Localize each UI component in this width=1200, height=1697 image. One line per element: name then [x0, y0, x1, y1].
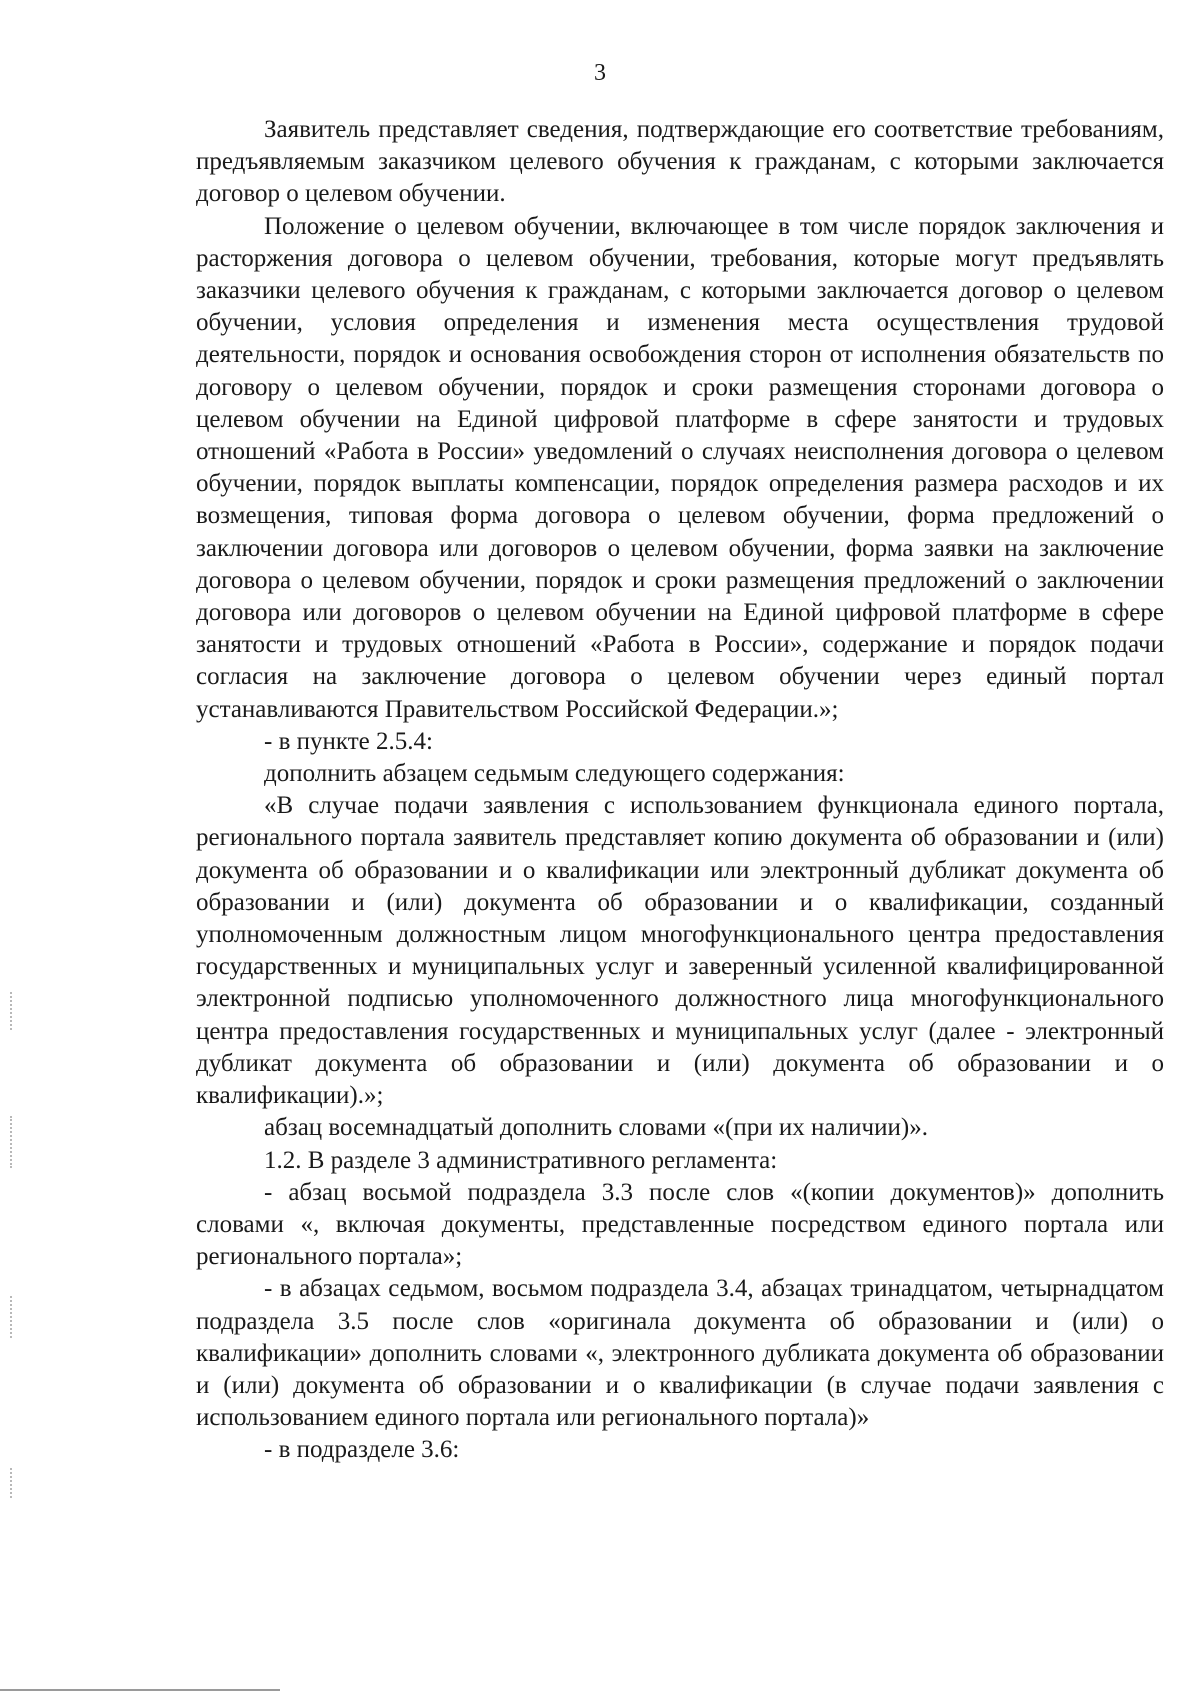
paragraph-subsection-3-3: - абзац восьмой подраздела 3.3 после слов «(копии документов)» дополнить словами «, включая документы, представленные посредством единого портала или регионального портала»; — [196, 1178, 1164, 1271]
page-number: 3 — [594, 60, 606, 86]
scan-margin-artifact — [10, 1296, 16, 1338]
scan-margin-artifact — [10, 1468, 16, 1498]
document-body — [196, 114, 1164, 1467]
paragraph-add-seventh: дополнить абзацем седьмым следующего содержания: — [264, 760, 845, 788]
paragraph-subsection-3-6: - в подразделе 3.6: — [264, 1436, 460, 1464]
paragraph-section-1-2: 1.2. В разделе 3 административного регламента: — [264, 1146, 778, 1174]
scan-bottom-edge — [0, 1689, 280, 1691]
scan-margin-artifact — [10, 992, 16, 1030]
paragraph-item-2-5-4: - в пункте 2.5.4: — [264, 727, 433, 755]
paragraph-target-training-regulation: Положение о целевом обучении, включающее в том числе порядок заключения и расторжения договора о целевом обучении, требования, которые могут предъявлять заказчики целевого обучения к гражданам, с которыми заключается договор о целевом обучении, условия определения и изменения места осуществления трудовой деятельности, порядок и основания освобождения сторон от исполнения обязательств по договору о целевом обучении, порядок и сроки размещения сторонами договора о целевом обучении на Единой цифровой платформе в сфере занятости и трудовых отношений «Работа в России» уведомлений о случаях неисполнения договора о целевом обучении, порядок выплаты компенсации, порядок определения размера расходов и их возмещения, типовая форма договора о целевом обучении, форма предложений о заключении договора или договоров о целевом обучении, форма заявки на заключение договора о целевом обучении, порядок и сроки размещения предложений о заключении договора или договоров о целевом обучении на Единой цифровой платформе в сфере занятости и трудовых отношений «Работа в России», содержание и порядок подачи согласия на заключение договора о целевом обучении через единый портал устанавливаются Правительством Российской Федерации.»; — [196, 212, 1164, 723]
scan-margin-artifact — [10, 1116, 16, 1168]
paragraph-applicant-info: Заявитель представляет сведения, подтверждающие его соответствие требованиям, предъявляемым заказчиком целевого обучения к гражданам, с которыми заключается договор о целевом обучении. — [196, 116, 1164, 208]
paragraph-eighteenth: абзац восемнадцатый дополнить словами «(при их наличии)». — [264, 1114, 928, 1142]
paragraph-electronic-duplicate: «В случае подачи заявления с использованием функционала единого портала, регионального портала заявитель представляет копию документа об образовании и (или) документа об образовании и о квалификации или электронный дубликат документа об образовании и (или) документа об образовании и о квалификации, созданный уполномоченным должностным лицом многофункционального центра предоставления государственных и муниципальных услуг и заверенный усиленной квалифицированной электронной подписью уполномоченного должностного лица многофункционального центра предоставления государственных и муниципальных услуг (далее - электронный дубликат документа об образовании и (или) документа об образовании и о квалификации).»; — [196, 792, 1164, 1110]
paragraph-subsection-3-4-3-5: - в абзацах седьмом, восьмом подраздела 3.4, абзацах тринадцатом, четырнадцатом подраздела 3.5 после слов «оригинала документа об образовании и (или) о квалификации» дополнить словами «, электронного дубликата документа об образовании и (или) документа об образовании и о квалификации (в случае подачи заявления с использованием единого портала или регионального портала)» — [196, 1275, 1164, 1432]
